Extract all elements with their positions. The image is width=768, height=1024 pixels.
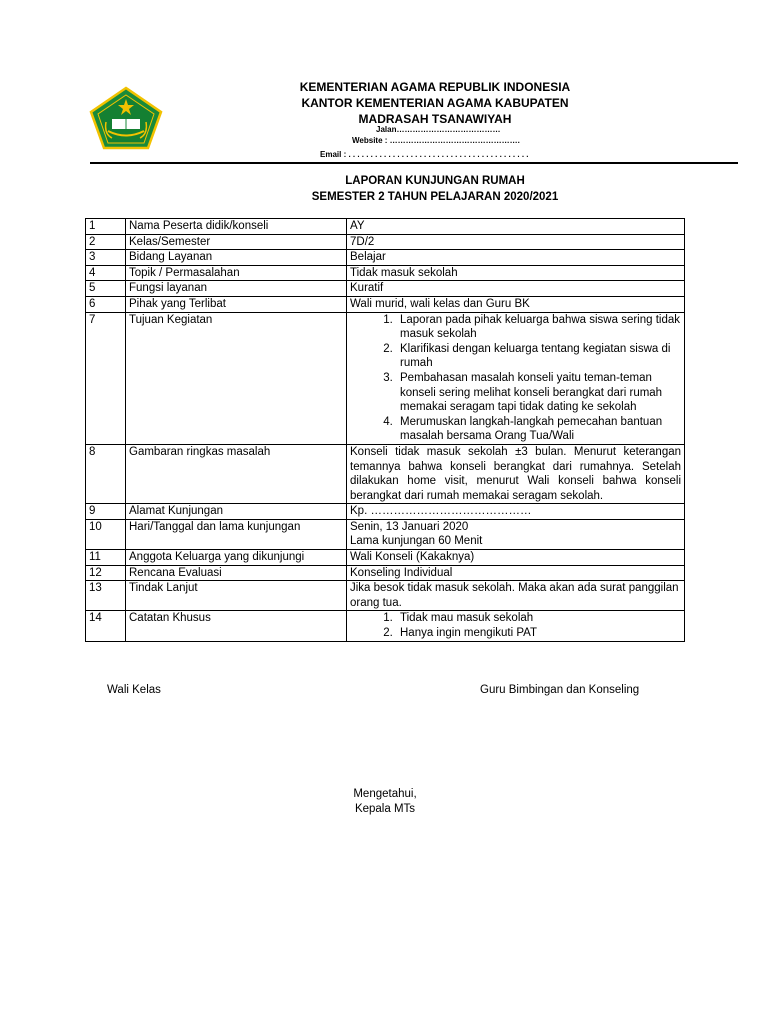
row-label: Nama Peserta didik/konseli: [126, 219, 347, 235]
row-label: Topik / Permasalahan: [126, 265, 347, 281]
table-row: [86, 550, 685, 566]
row-number: 13: [86, 581, 126, 611]
row-label: Rencana Evaluasi: [126, 565, 347, 581]
row-label: Fungsi layanan: [126, 281, 347, 297]
list-item: 4. Merumuskan langkah-langkah pemecahan bantuan masalah bersama Orang Tua/Wali: [396, 415, 681, 444]
row-number: 9: [86, 504, 126, 520]
table-row: [86, 444, 685, 503]
row-number: 11: [86, 550, 126, 566]
row-number: 6: [86, 296, 126, 312]
visit-duration: Lama kunjungan 60 Menit: [350, 535, 483, 548]
table-row: [86, 312, 685, 444]
row-label: Gambaran ringkas masalah: [126, 444, 347, 503]
ministry-name: KEMENTERIAN AGAMA REPUBLIK INDONESIA: [299, 80, 571, 94]
row-number: 3: [86, 250, 126, 266]
row-value: Wali murid, wali kelas dan Guru BK: [347, 296, 685, 312]
row-number: 12: [86, 565, 126, 581]
list-item: 2. Hanya ingin mengikuti PAT: [396, 626, 681, 641]
row-value: Jika besok tidak masuk sekolah. Maka akan ada surat panggilan orang tua.: [347, 581, 685, 611]
table-row: [86, 581, 685, 611]
report-table: [85, 218, 685, 642]
row-value: [347, 312, 685, 444]
principal-signature-label: Kepala MTs: [354, 803, 416, 815]
row-number: 10: [86, 519, 126, 549]
row-label: Tujuan Kegiatan: [126, 312, 347, 444]
school-name: MADRASAH TSANAWIYAH: [358, 112, 512, 126]
row-number: 5: [86, 281, 126, 297]
visit-date: Senin, 13 Januari 2020: [350, 520, 469, 533]
notes-list: [350, 611, 681, 640]
table-row: [86, 219, 685, 235]
row-number: 14: [86, 611, 126, 641]
row-value: Tidak masuk sekolah: [347, 265, 685, 281]
table-row: [86, 611, 685, 641]
row-value: Konseli tidak masuk sekolah ±3 bulan. Menurut keterangan temannya bahwa konseli berangkat dari rumahnya. Setelah dilakukan home visit, menurut Wali konseli bahwa konseli berangkat dari rumah memakai seragam sekolah.: [347, 444, 685, 503]
row-value: Kuratif: [347, 281, 685, 297]
email-line: Email : . . . . . . . . . . . . . . . . . . . . . . . . . . . . . . . . . . . . . . . . .: [320, 150, 529, 159]
row-label: Hari/Tanggal dan lama kunjungan: [126, 519, 347, 549]
row-label: Anggota Keluarga yang dikunjungi: [126, 550, 347, 566]
list-item: 1. Laporan pada pihak keluarga bahwa siswa sering tidak masuk sekolah: [396, 313, 681, 342]
row-label: Catatan Khusus: [126, 611, 347, 641]
report-title: LAPORAN KUNJUNGAN RUMAH: [345, 175, 525, 187]
table-row: [86, 281, 685, 297]
row-value: 7D/2: [347, 234, 685, 250]
table-row: [86, 265, 685, 281]
table-row: [86, 234, 685, 250]
row-number: 2: [86, 234, 126, 250]
row-number: 4: [86, 265, 126, 281]
office-name: KANTOR KEMENTERIAN AGAMA KABUPATEN: [301, 96, 569, 110]
row-label: Bidang Layanan: [126, 250, 347, 266]
row-value: Belajar: [347, 250, 685, 266]
table-row: [86, 565, 685, 581]
row-number: 8: [86, 444, 126, 503]
table-row: [86, 250, 685, 266]
row-value: Kp. ……………………………………: [347, 504, 685, 520]
list-item: 2. Klarifikasi dengan keluarga tentang kegiatan siswa di rumah: [396, 342, 681, 371]
header-divider: [90, 162, 738, 164]
row-value: AY: [347, 219, 685, 235]
row-label: Tindak Lanjut: [126, 581, 347, 611]
row-label: Kelas/Semester: [126, 234, 347, 250]
acknowledged-label: Mengetahui,: [353, 788, 417, 800]
row-value: Konseling Individual: [347, 565, 685, 581]
address-line: Jalan…………………………………: [376, 125, 501, 134]
row-value: Wali Konseli (Kakaknya): [347, 550, 685, 566]
table-row: [86, 296, 685, 312]
table-row: [86, 504, 685, 520]
row-value: [347, 519, 685, 549]
objectives-list: [350, 313, 681, 444]
list-item: 1. Tidak mau masuk sekolah: [396, 611, 681, 626]
table-row: [86, 519, 685, 549]
row-number: 7: [86, 312, 126, 444]
counselor-signature-label: Guru Bimbingan dan Konseling: [480, 684, 640, 696]
row-number: 1: [86, 219, 126, 235]
kemenag-logo: [88, 86, 164, 150]
row-label: Alamat Kunjungan: [126, 504, 347, 520]
website-line: Website : ………………………………………….: [352, 136, 520, 145]
row-value: [347, 611, 685, 641]
list-item: 3. Pembahasan masalah konseli yaitu teman-teman konseli sering melihat konseli berangkat dari rumah memakai seragam tapi tidak dating ke sekolah: [396, 371, 681, 415]
row-label: Pihak yang Terlibat: [126, 296, 347, 312]
homeroom-teacher-signature-label: Wali Kelas: [107, 684, 161, 696]
report-subtitle: SEMESTER 2 TAHUN PELAJARAN 2020/2021: [311, 191, 559, 203]
